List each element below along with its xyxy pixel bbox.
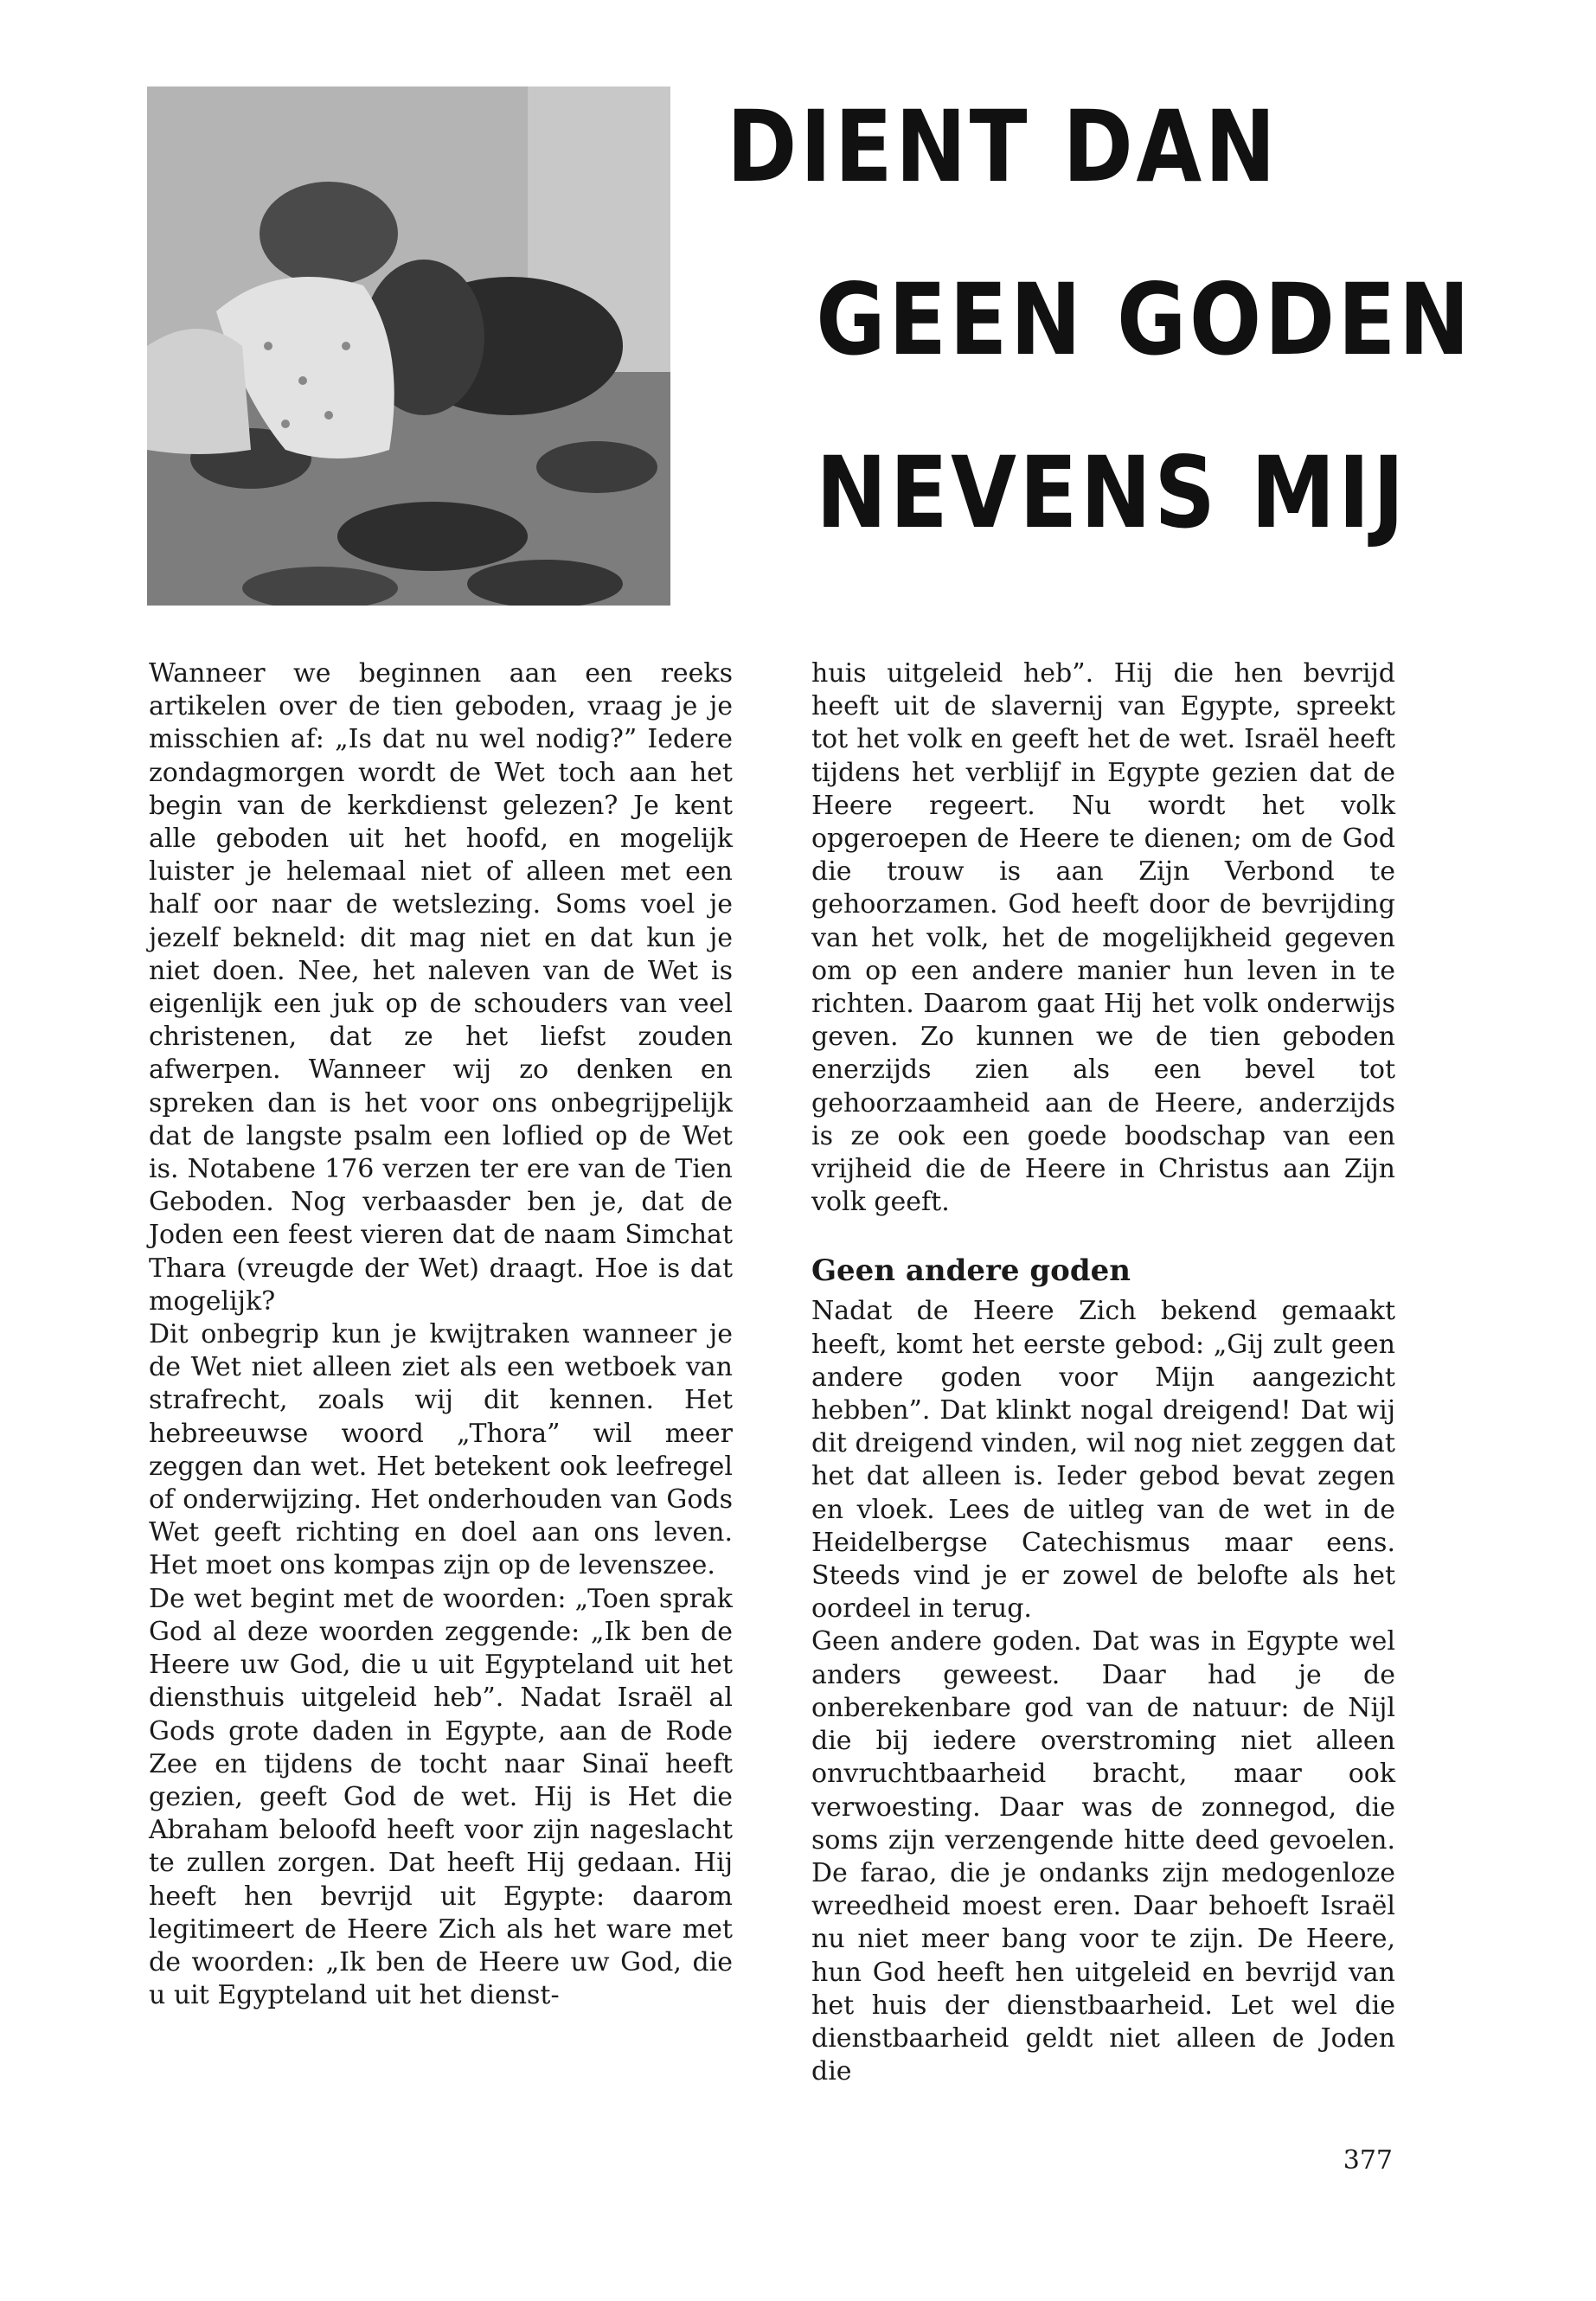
left-column: [149, 657, 733, 2012]
paragraph: Dit onbegrip kun je kwijtraken wanneer je de Wet niet alleen ziet als een wetboek van strafrecht, zoals wij dit kennen. Het hebreeuwse woord „Thora” wil meer zeggen dan wet. Het betekent ook leefregel of onderwijzing. Het onderhouden van Gods Wet geeft richting en doel aan ons leven. Het moet ons kompas zijn op de levenszee.: [149, 1319, 733, 1581]
section-heading: Geen andere goden: [811, 1253, 1131, 1289]
paragraph: Nadat de Heere Zich bekend gemaakt heeft, komt het eerste gebod: „Gij zult geen andere goden voor Mijn aangezicht hebben”. Dat klinkt nogal dreigend! Dat wij dit dreigend vinden, wil nog niet zeggen dat het dat alleen is. Ieder gebod bevat zegen en vloek. Lees de uitleg van de wet in de Heidelbergse Catechismus maar eens. Steeds vind je er zowel de belofte als het oordeel in terug.: [811, 1296, 1395, 1625]
paragraph: Geen andere goden. Dat was in Egypte wel anders geweest. Daar had je de onberekenbare god van de natuur: de Nijl die bij iedere overstroming niet alleen onvruchtbaarheid bracht, maar ook verwoesting. Daar was de zonnegod, die soms zijn verzengende hitte deed gevoelen. De farao, die je ondanks zijn medogenloze wreedheid moest eren. Daar behoeft Israël nu niet meer bang voor te zijn. De Heere, hun God heeft hen uitgeleid en bevrijd van het huis der dienstbaarheid. Let wel die dienstbaarheid geldt niet alleen de Joden die: [811, 1626, 1395, 2087]
paragraph: De wet begint met de woorden: „Toen sprak God al deze woorden zeggende: „Ik ben de Heere uw God, die u uit Egypteland uit het diensthuis uitgeleid heb”. Nadat Israël al Gods grote daden in Egypte, aan de Rode Zee en tijdens de tocht naar Sinaï heeft gezien, geeft God de wet. Hij is Het die Abraham beloofd heeft voor zijn nageslacht te zullen zorgen. Dat heeft Hij gedaan. Hij heeft hen bevrijd uit Egypte: daarom legitimeert de Heere Zich als het ware met de woorden: „Ik ben de Heere uw God, die u uit Egypteland uit het dienst-: [149, 1583, 733, 2011]
paragraph: Wanneer we beginnen aan een reeks artikelen over de tien geboden, vraag je je misschien af: „Is dat nu wel nodig?” Iedere zondagmorgen wordt de Wet toch aan het begin van de kerkdienst gelezen? Je kent alle geboden uit het hoofd, en mogelijk luister je helemaal niet of alleen met een half oor naar de wetslezing. Soms voel je jezelf bekneld: dit mag niet en dat kun je niet doen. Nee, het naleven van de Wet is eigenlijk een juk op de schouders van veel christenen, dat ze het liefst zouden afwerpen. Wanneer wij zo denken en spreken dan is het voor ons onbegrijpelijk dat de langste psalm een loflied op de Wet is. Notabene 176 verzen ter ere van de Tien Geboden. Nog verbaasder ben je, dat de Joden een feest vieren dat de naam Simchat Thara (vreugde der Wet) draagt. Hoe is dat mogelijk?: [149, 658, 733, 1317]
paragraph: huis uitgeleid heb”. Hij die hen bevrijd heeft uit de slavernij van Egypte, spreekt tot het volk en geeft het de wet. Israël heeft tijdens het verblijf in Egypte gezien dat de Heere regeert. Nu wordt het volk opgeroepen de Heere te dienen; om de God die trouw is aan Zijn Verbond te gehoorzamen. God heeft door de bevrijding van het volk, het de mogelijkheid gegeven om op een andere manier hun leven in te richten. Daarom gaat Hij het volk onderwijs geven. Zo kunnen we de tien geboden enerzijds zien als een bevel tot gehoorzaamheid aan de Heere, anderzijds is ze ook een goede boodschap van een vrijheid die de Heere in Christus aan Zijn volk geeft.: [811, 658, 1395, 1218]
article-photo: [147, 87, 670, 606]
title-line-3: NEVENS MIJ: [816, 435, 1407, 550]
photo-girl-and-dog: [147, 87, 670, 606]
right-column: [811, 657, 1395, 2088]
page-number: 377: [1343, 2145, 1393, 2176]
title-line-1: DIENT DAN: [727, 89, 1279, 204]
title-line-2: GEEN GODEN: [816, 262, 1473, 377]
article-title: [727, 61, 1473, 580]
